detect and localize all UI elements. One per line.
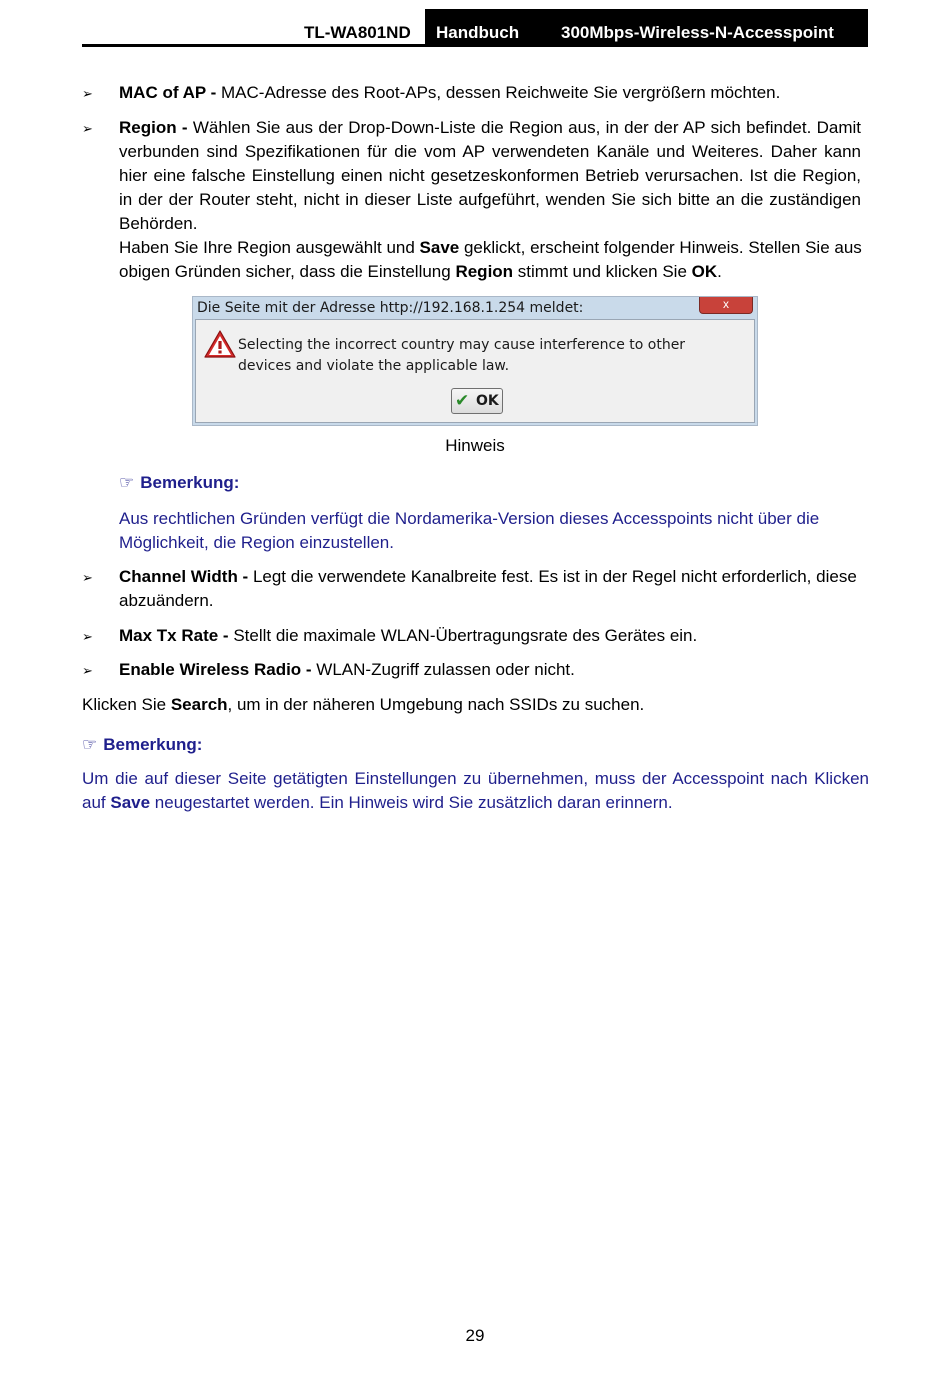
item-channel-term: Channel Width -	[119, 567, 249, 586]
bullet-arrow: ➢	[82, 86, 93, 101]
header-rule	[82, 44, 868, 47]
region-follow-text: .	[717, 262, 722, 281]
header-dark-band	[425, 9, 866, 44]
item-wireless-radio	[119, 658, 879, 682]
note2-text: Um die auf dieser Seite getätigten Einstellungen zu übernehmen, muss der Accesspoint nach Klicken auf	[82, 769, 869, 812]
header-manual: Handbuch	[436, 23, 520, 42]
bullet-arrow: ➢	[82, 570, 93, 585]
region-follow-ok: OK	[691, 262, 718, 281]
note-heading	[119, 473, 239, 493]
item-mac-text: MAC-Adresse des Root-APs, dessen Reichweite Sie vergrößern möchten.	[216, 83, 781, 102]
search-paragraph	[82, 693, 872, 717]
pointing-hand-icon: ☞	[119, 473, 135, 492]
note2-text: neugestartet werden. Ein Hinweis wird Sie zusätzlich daran erinnern.	[150, 793, 673, 812]
item-channel-width	[119, 565, 879, 613]
item-region-text: Wählen Sie aus der Drop-Down-Liste die Region aus, in der der AP sich befindet. Damit verbunden sind Spezifikationen für die vom AP verwendeten Kanäle und Weiteres. Daher kann hier eine falsche Einstellung einen nicht gesetzeskonformen Betrieb verursachen. Ist die Region, in der der Router steht, nicht in dieser Liste aufgeführt, wenden Sie sich bitte an die zuständigen Behörden.	[119, 118, 861, 233]
page-number: 29	[465, 1326, 485, 1345]
search-text: Klicken Sie	[82, 695, 171, 714]
item-mac-term: MAC of AP -	[119, 83, 217, 102]
page-header	[82, 9, 868, 47]
item-region-term: Region -	[119, 118, 188, 137]
item-radio-term: Enable Wireless Radio -	[119, 660, 312, 679]
pointing-hand-icon: ☞	[82, 735, 98, 754]
bullet-arrow: ➢	[82, 629, 93, 644]
header-product: 300Mbps-Wireless-N-Accesspoint	[561, 23, 834, 42]
alert-dialog	[192, 296, 758, 426]
bullet-arrow: ➢	[82, 121, 93, 136]
item-radio-text: WLAN-Zugriff zulassen oder nicht.	[311, 660, 575, 679]
item-mac	[119, 81, 879, 105]
dialog-title: Die Seite mit der Adresse http://192.168.1.254 meldet:	[197, 300, 584, 316]
dialog-close-button[interactable]	[699, 297, 753, 314]
ok-button[interactable]	[451, 388, 503, 414]
region-follow-region: Region	[455, 262, 514, 281]
region-follow-text: geklickt, erscheint folgender Hinweis. Stellen Sie aus obigen Gründen sicher, dass die Einstellung	[119, 238, 862, 281]
note-label: Bemerkung:	[140, 473, 240, 492]
figure-caption: Hinweis	[445, 436, 505, 455]
item-max-tx-rate	[119, 624, 879, 648]
note-heading	[82, 735, 202, 755]
header-edge	[866, 9, 868, 44]
item-maxtx-term: Max Tx Rate -	[119, 626, 229, 645]
header-model: TL-WA801ND	[304, 23, 411, 42]
note-text: Aus rechtlichen Gründen verfügt die Nordamerika-Version dieses Accesspoints nicht über die Möglichkeit, die Region einzustellen.	[119, 509, 820, 552]
warning-icon	[204, 330, 236, 358]
checkmark-icon: ✔	[455, 391, 470, 411]
note-label: Bemerkung:	[103, 735, 203, 754]
item-channel-text: Legt die verwendete Kanalbreite fest. Es ist in der Regel nicht erforderlich, diese abzuändern.	[119, 567, 857, 610]
note2-term: Save	[110, 793, 151, 812]
search-term: Search	[170, 695, 228, 714]
ok-button-label: OK	[476, 393, 499, 409]
item-region-follow	[119, 236, 865, 284]
bullet-arrow: ➢	[82, 663, 93, 678]
region-follow-text: stimmt und klicken Sie	[513, 262, 692, 281]
dialog-message: Selecting the incorrect country may cause interference to other devices and violate the applicable law.	[238, 337, 686, 374]
region-follow-text: Haben Sie Ihre Region ausgewählt und	[119, 238, 420, 257]
dialog-body	[195, 319, 755, 423]
item-region	[119, 116, 861, 236]
note-text	[82, 767, 869, 815]
region-follow-save: Save	[419, 238, 460, 257]
item-maxtx-text: Stellt die maximale WLAN-Übertragungsrate des Gerätes ein.	[228, 626, 698, 645]
close-icon: x	[723, 297, 729, 311]
search-text: , um in der näheren Umgebung nach SSIDs zu suchen.	[227, 695, 645, 714]
